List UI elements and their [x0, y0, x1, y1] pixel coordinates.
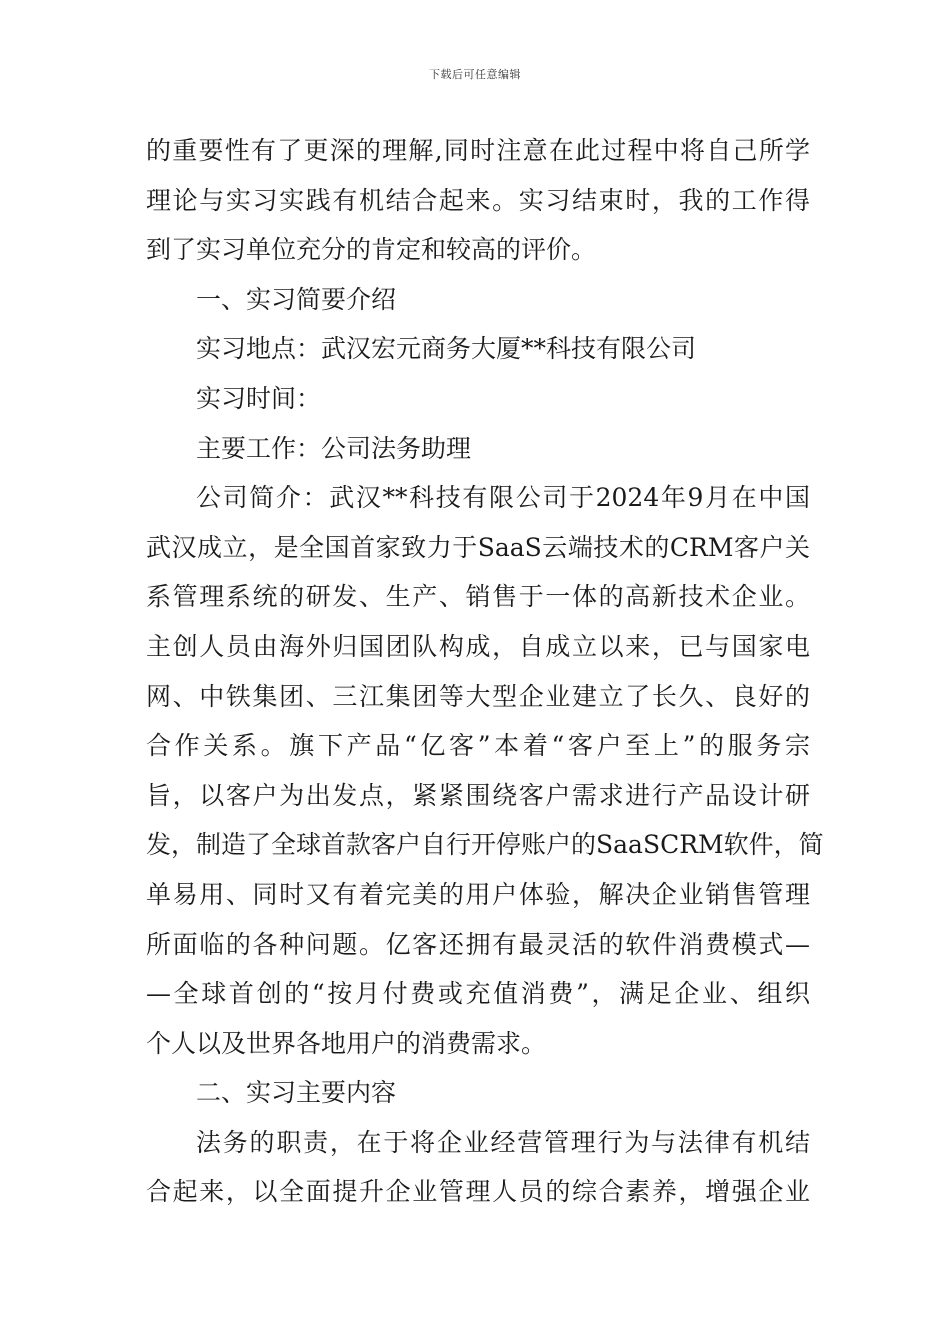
text-line: 主创人员由海外归国团队构成，自成立以来，已与国家电 — [146, 631, 810, 661]
text-line: 合作关系。旗下产品“亿客”本着“客户至上”的服务宗 — [146, 731, 810, 761]
section-heading: 二、实习主要内容 — [196, 1078, 397, 1108]
text-line: 实习时间： — [196, 383, 322, 413]
text-line: 发，制造了全球首款客户自行开停账户的SaaSCRM软件，简 — [146, 830, 824, 860]
text-line: 实习地点：武汉宏元商务大厦**科技有限公司 — [196, 334, 697, 364]
text-line: —全球首创的“按月付费或充值消费”，满足企业、组织 — [146, 979, 810, 1009]
text-line: 所面临的各种问题。亿客还拥有最灵活的软件消费模式— — [146, 929, 810, 959]
page-header: 下载后可任意编辑 — [429, 68, 521, 81]
section-heading: 一、实习简要介绍 — [196, 284, 397, 314]
text-line: 个人以及世界各地用户的消费需求。 — [146, 1028, 547, 1058]
text-line: 理论与实习实践有机结合起来。实习结束时，我的工作得 — [146, 185, 810, 215]
text-line: 网、中铁集团、三江集团等大型企业建立了长久、良好的 — [146, 681, 810, 711]
text-line: 公司简介：武汉**科技有限公司于2024年9月在中国 — [196, 483, 810, 513]
text-line: 的重要性有了更深的理解,同时注意在此过程中将自己所学 — [146, 136, 810, 165]
text-line: 法务的职责，在于将企业经营管理行为与法律有机结 — [196, 1127, 810, 1157]
text-line: 到了实习单位充分的肯定和较高的评价。 — [146, 235, 597, 265]
text-line: 旨，以客户为出发点，紧紧围绕客户需求进行产品设计研 — [146, 780, 810, 810]
text-line: 武汉成立，是全国首家致力于SaaS云端技术的CRM客户关 — [146, 532, 810, 562]
text-line: 系管理系统的研发、生产、销售于一体的高新技术企业。 — [146, 582, 810, 612]
document-body — [146, 126, 824, 1217]
text-line: 单易用、同时又有着完美的用户体验，解决企业销售管理 — [146, 879, 810, 909]
text-line: 主要工作：公司法务助理 — [196, 433, 472, 463]
text-line: 合起来，以全面提升企业管理人员的综合素养，增强企业 — [146, 1177, 810, 1207]
